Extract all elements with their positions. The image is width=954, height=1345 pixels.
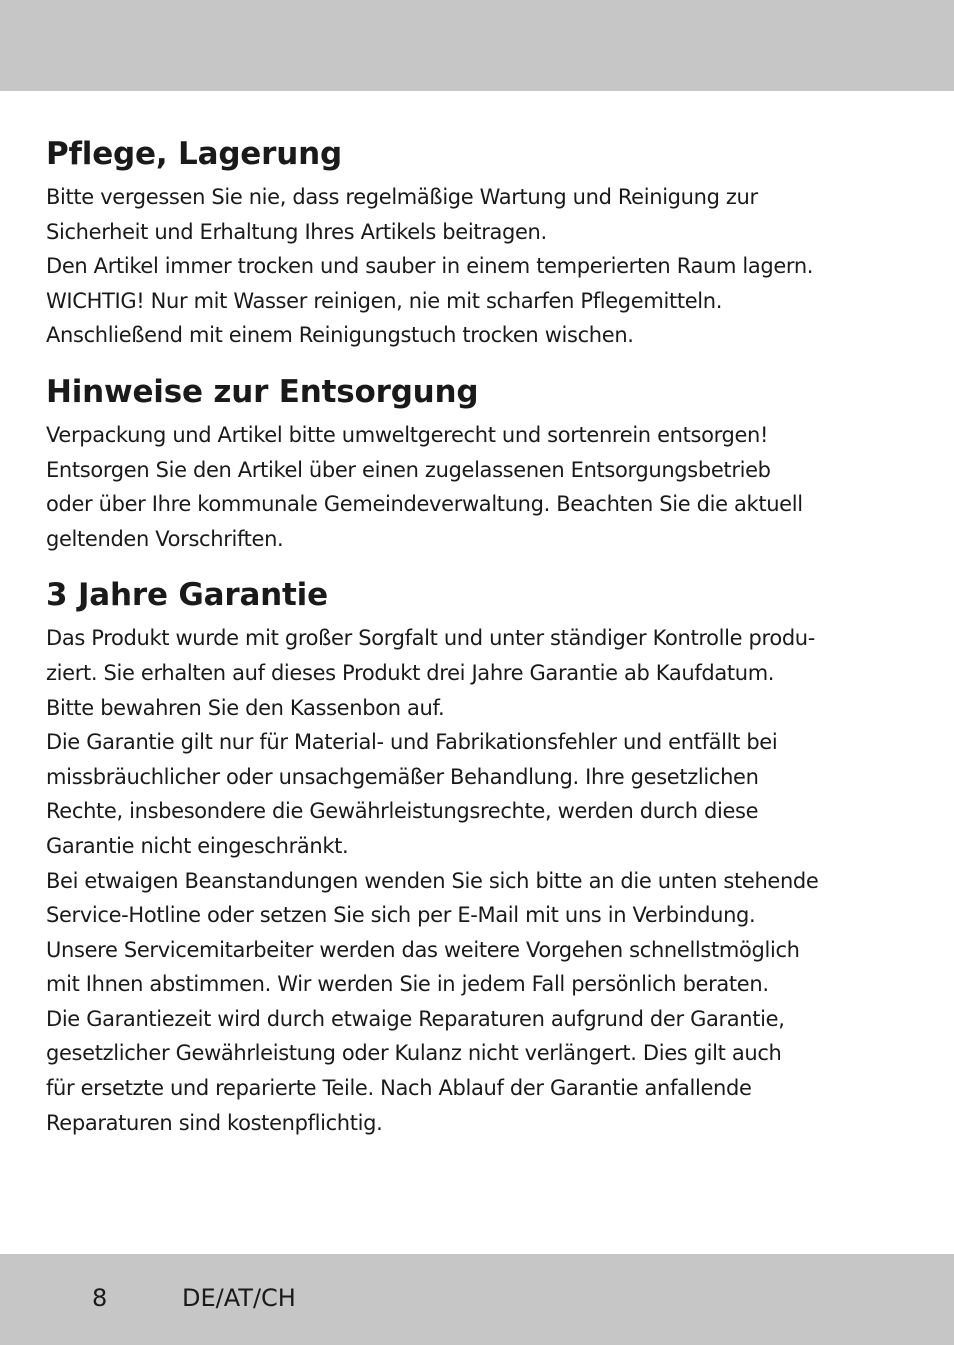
text-line: geltenden Vorschriften.: [46, 526, 284, 551]
header-band: [0, 0, 954, 91]
section-body: [46, 621, 912, 1140]
text-line: Unsere Servicemitarbeiter werden das weitere Vorgehen schnellstmöglich: [46, 937, 800, 962]
page-content: [46, 132, 912, 1140]
text-line: Die Garantie gilt nur für Material- und Fabrikationsfehler und entfällt bei: [46, 730, 778, 755]
text-line: Service-Hotline oder setzen Sie sich per E-Mail mit uns in Verbindung.: [46, 903, 756, 928]
footer-band: [0, 1254, 954, 1345]
text-line: Rechte, insbesondere die Gewährleistungsrechte, werden durch diese: [46, 799, 759, 824]
text-line: missbräuchlicher oder unsachgemäßer Behandlung. Ihre gesetzlichen: [46, 764, 759, 789]
text-line: Bei etwaigen Beanstandungen wenden Sie sich bitte an die unten stehende: [46, 868, 819, 893]
text-line: gesetzlicher Gewährleistung oder Kulanz nicht verlängert. Dies gilt auch: [46, 1041, 782, 1066]
text-line: Die Garantiezeit wird durch etwaige Reparaturen aufgrund der Garantie,: [46, 1006, 785, 1031]
text-line: Das Produkt wurde mit großer Sorgfalt und unter ständiger Kontrolle produ-: [46, 626, 815, 651]
text-line: WICHTIG! Nur mit Wasser reinigen, nie mit scharfen Pflegemitteln.: [46, 288, 723, 313]
text-line: Bitte bewahren Sie den Kassenbon auf.: [46, 695, 445, 720]
text-line: für ersetzte und reparierte Teile. Nach Ablauf der Garantie anfallende: [46, 1076, 752, 1101]
text-line: Verpackung und Artikel bitte umweltgerecht und sortenrein entsorgen!: [46, 422, 769, 447]
section-heading: Hinweise zur Entsorgung: [46, 373, 479, 410]
section-warranty: [46, 573, 912, 1140]
text-line: oder über Ihre kommunale Gemeindeverwaltung. Beachten Sie die aktuell: [46, 492, 803, 517]
text-line: ziert. Sie erhalten auf dieses Produkt drei Jahre Garantie ab Kaufdatum.: [46, 660, 775, 685]
text-line: Den Artikel immer trocken und sauber in einem temperierten Raum lagern.: [46, 254, 814, 279]
section-heading: 3 Jahre Garantie: [46, 577, 328, 614]
text-line: Anschließend mit einem Reinigungstuch trocken wischen.: [46, 323, 634, 348]
text-line: Reparaturen sind kostenpflichtig.: [46, 1110, 383, 1135]
section-body: [46, 418, 912, 556]
text-line: Sicherheit und Erhaltung Ihres Artikels beitragen.: [46, 219, 547, 244]
text-line: Bitte vergessen Sie nie, dass regelmäßige Wartung und Reinigung zur: [46, 185, 758, 209]
region-code: DE/AT/CH: [182, 1284, 296, 1312]
text-line: Garantie nicht eingeschränkt.: [46, 833, 349, 858]
section-care-storage: [46, 132, 912, 353]
section-disposal: [46, 370, 912, 556]
text-line: Entsorgen Sie den Artikel über einen zugelassenen Entsorgungsbetrieb: [46, 457, 771, 482]
page-number: 8: [92, 1284, 108, 1312]
text-line: mit Ihnen abstimmen. Wir werden Sie in jedem Fall persönlich beraten.: [46, 972, 769, 997]
section-body: [46, 180, 912, 353]
section-heading: Pflege, Lagerung: [46, 136, 342, 172]
